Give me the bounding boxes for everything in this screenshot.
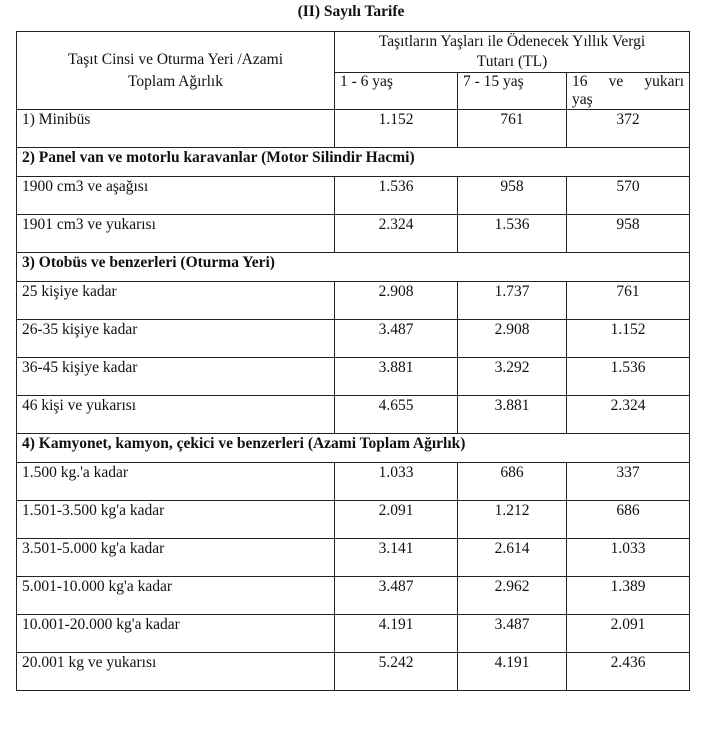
row-label: 46 kişi ve yukarısı [17,396,335,434]
tax-1-6-years: 1.033 [335,463,458,501]
table-row [17,501,690,539]
tax-7-15-years: 3.292 [458,358,567,396]
row-label: 10.001-20.000 kg'a kadar [17,615,335,653]
section-title: 2) Panel van ve motorlu karavanlar (Motor Silindir Hacmi) [17,148,690,177]
age-16-plus-header [567,73,690,110]
section-row [17,434,690,463]
row-label: 25 kişiye kadar [17,282,335,320]
tax-7-15-years: 2.908 [458,320,567,358]
tax-1-6-years: 2.324 [335,215,458,253]
row-label: 1) Minibüs [17,110,335,148]
age-7-15-header: 7 - 15 yaş [458,73,567,110]
tariff-table [16,31,690,691]
age-1-6-header: 1 - 6 yaş [335,73,458,110]
tax-16-plus-years: 686 [567,501,690,539]
page-title: (II) Sayılı Tarife [297,3,405,20]
row-label: 1901 cm3 ve yukarısı [17,215,335,253]
section-title: 4) Kamyonet, kamyon, çekici ve benzerleri (Azami Toplam Ağırlık) [17,434,690,463]
tax-7-15-years: 2.962 [458,577,567,615]
table-row [17,215,690,253]
tax-1-6-years: 1.536 [335,177,458,215]
tax-16-plus-years: 2.091 [567,615,690,653]
tax-7-15-years: 1.737 [458,282,567,320]
tax-16-plus-years: 570 [567,177,690,215]
tariff-body [17,110,690,691]
tax-7-15-years: 1.212 [458,501,567,539]
table-row [17,320,690,358]
tax-1-6-years: 3.487 [335,577,458,615]
row-label: 1900 cm3 ve aşağısı [17,177,335,215]
tax-16-plus-years: 1.389 [567,577,690,615]
tax-amount-header-line2: Tutarı (TL) [476,53,548,70]
section-row [17,148,690,177]
tax-16-plus-years: 761 [567,282,690,320]
tax-16-plus-years: 337 [567,463,690,501]
row-label: 20.001 kg ve yukarısı [17,653,335,691]
table-row [17,653,690,691]
tax-16-plus-years: 2.436 [567,653,690,691]
table-row [17,615,690,653]
tax-7-15-years: 686 [458,463,567,501]
tax-7-15-years: 3.487 [458,615,567,653]
tax-7-15-years: 761 [458,110,567,148]
tax-1-6-years: 3.881 [335,358,458,396]
vehicle-type-header-line1: Taşıt Cinsi ve Oturma Yeri /Azami [67,50,284,68]
tax-1-6-years: 3.487 [335,320,458,358]
table-row [17,463,690,501]
table-row [17,396,690,434]
section-title: 3) Otobüs ve benzerleri (Oturma Yeri) [17,253,690,282]
tax-1-6-years: 4.655 [335,396,458,434]
table-row [17,539,690,577]
section-row [17,253,690,282]
tax-16-plus-years: 1.536 [567,358,690,396]
table-row [17,110,690,148]
tax-1-6-years: 3.141 [335,539,458,577]
tax-1-6-years: 2.908 [335,282,458,320]
tax-1-6-years: 5.242 [335,653,458,691]
tax-16-plus-years: 2.324 [567,396,690,434]
tax-16-plus-years: 372 [567,110,690,148]
tax-7-15-years: 3.881 [458,396,567,434]
row-label: 1.500 kg.'a kadar [17,463,335,501]
table-row [17,177,690,215]
table-row [17,282,690,320]
tax-amount-header [335,32,690,73]
row-label: 36-45 kişiye kadar [17,358,335,396]
tax-7-15-years: 1.536 [458,215,567,253]
row-label: 3.501-5.000 kg'a kadar [17,539,335,577]
row-label: 1.501-3.500 kg'a kadar [17,501,335,539]
tax-7-15-years: 2.614 [458,539,567,577]
table-row [17,577,690,615]
tax-16-plus-years: 1.152 [567,320,690,358]
age-16-plus-header-line1: 16 ve yukarı [572,73,685,90]
vehicle-type-header-line2: Toplam Ağırlık [128,72,223,90]
age-16-plus-header-line2: yaş [572,91,593,108]
tax-1-6-years: 2.091 [335,501,458,539]
tax-1-6-years: 4.191 [335,615,458,653]
tax-16-plus-years: 958 [567,215,690,253]
vehicle-type-header [17,32,335,110]
row-label: 26-35 kişiye kadar [17,320,335,358]
tax-1-6-years: 1.152 [335,110,458,148]
tax-7-15-years: 958 [458,177,567,215]
table-row [17,358,690,396]
tax-7-15-years: 4.191 [458,653,567,691]
tax-16-plus-years: 1.033 [567,539,690,577]
row-label: 5.001-10.000 kg'a kadar [17,577,335,615]
tax-amount-header-line1: Taşıtların Yaşları ile Ödenecek Yıllık Vergi [378,33,646,50]
